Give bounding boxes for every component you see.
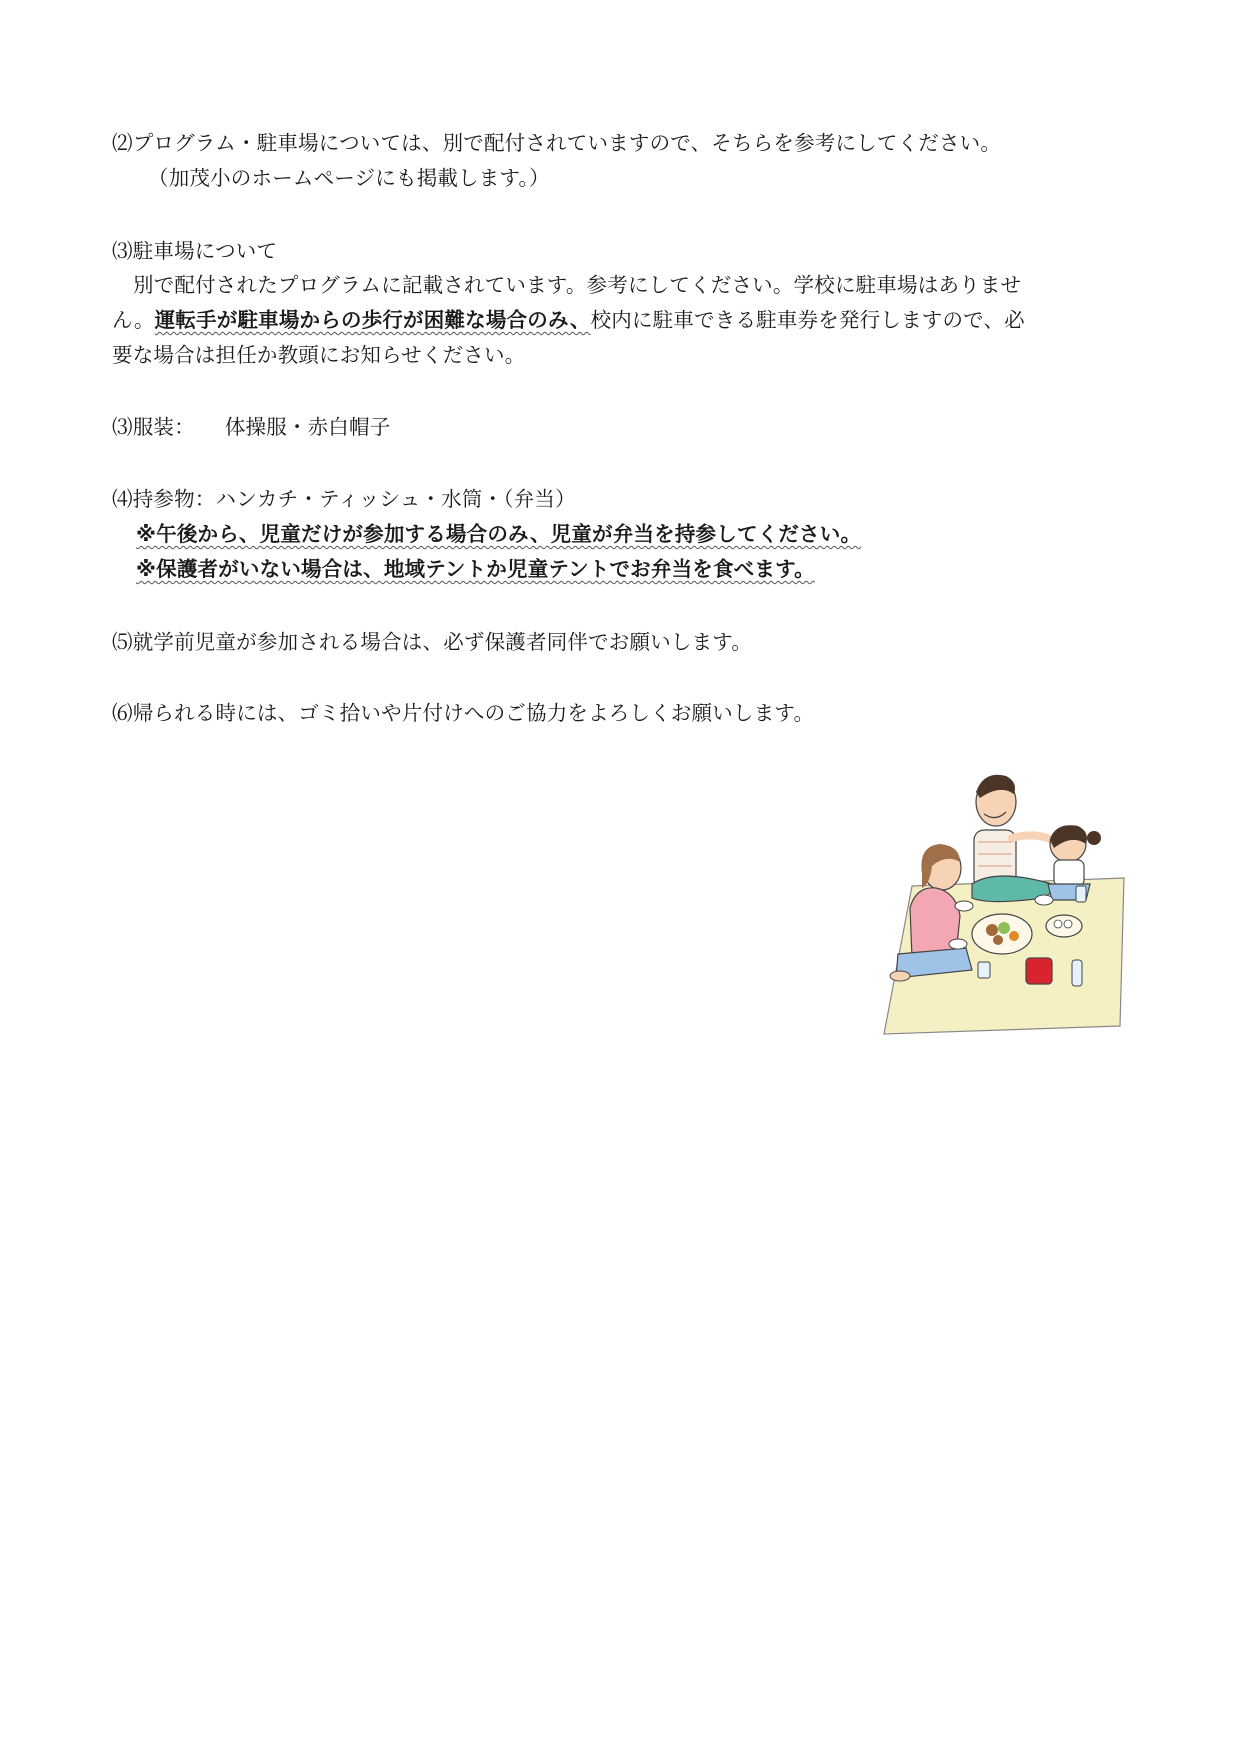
section-4-note-1: ※午後から、児童だけが参加する場合のみ、児童が弁当を持参してください。 (136, 522, 862, 546)
section-2-line-2: （加茂小のホームページにも掲載します。） (148, 166, 550, 190)
parking-emphasis: 運転手が駐車場からの歩行が困難な場合のみ、 (154, 308, 591, 332)
parking-line-2-end: 校内に駐車できる駐車券を発行しますので、必 (590, 308, 1025, 332)
section-6-line-1: ⑹帰られる時には、ゴミ拾いや片付けへのご協力をよろしくお願いします。 (112, 701, 815, 725)
section-4-note-2: ※保護者がいない場合は、地域テントか児童テントでお弁当を食べます。 (136, 557, 815, 581)
family-picnic-illustration (876, 758, 1128, 1050)
parking-line-2-start: ん。 (112, 308, 155, 332)
section-3-clothing (112, 412, 390, 442)
section-3-parking-heading: ⑶駐車場について (112, 239, 278, 263)
section-4-line-1: ⑷持参物：ハンカチ・ティッシュ・水筒・（弁当） (112, 487, 576, 511)
clothing-value: 体操服・赤白帽子 (224, 415, 391, 439)
section-3-parking-line-2 (112, 305, 1025, 335)
clothing-label: ⑶服装： (112, 415, 195, 439)
section-3-parking-line-3: 要な場合は担任か教頭にお知らせください。 (112, 343, 526, 367)
section-3-parking-line-1: 別で配付されたプログラムに記載されています。参考にしてください。学校に駐車場はありませ (133, 273, 1022, 297)
section-2-line-1: ⑵プログラム・駐車場については、別で配付されていますので、そちらを参考にしてください。 (112, 131, 1002, 155)
father-figure (972, 775, 1052, 902)
mother-figure (890, 844, 972, 981)
section-5-line-1: ⑸就学前児童が参加される場合は、必ず保護者同伴でお願いします。 (112, 630, 753, 654)
